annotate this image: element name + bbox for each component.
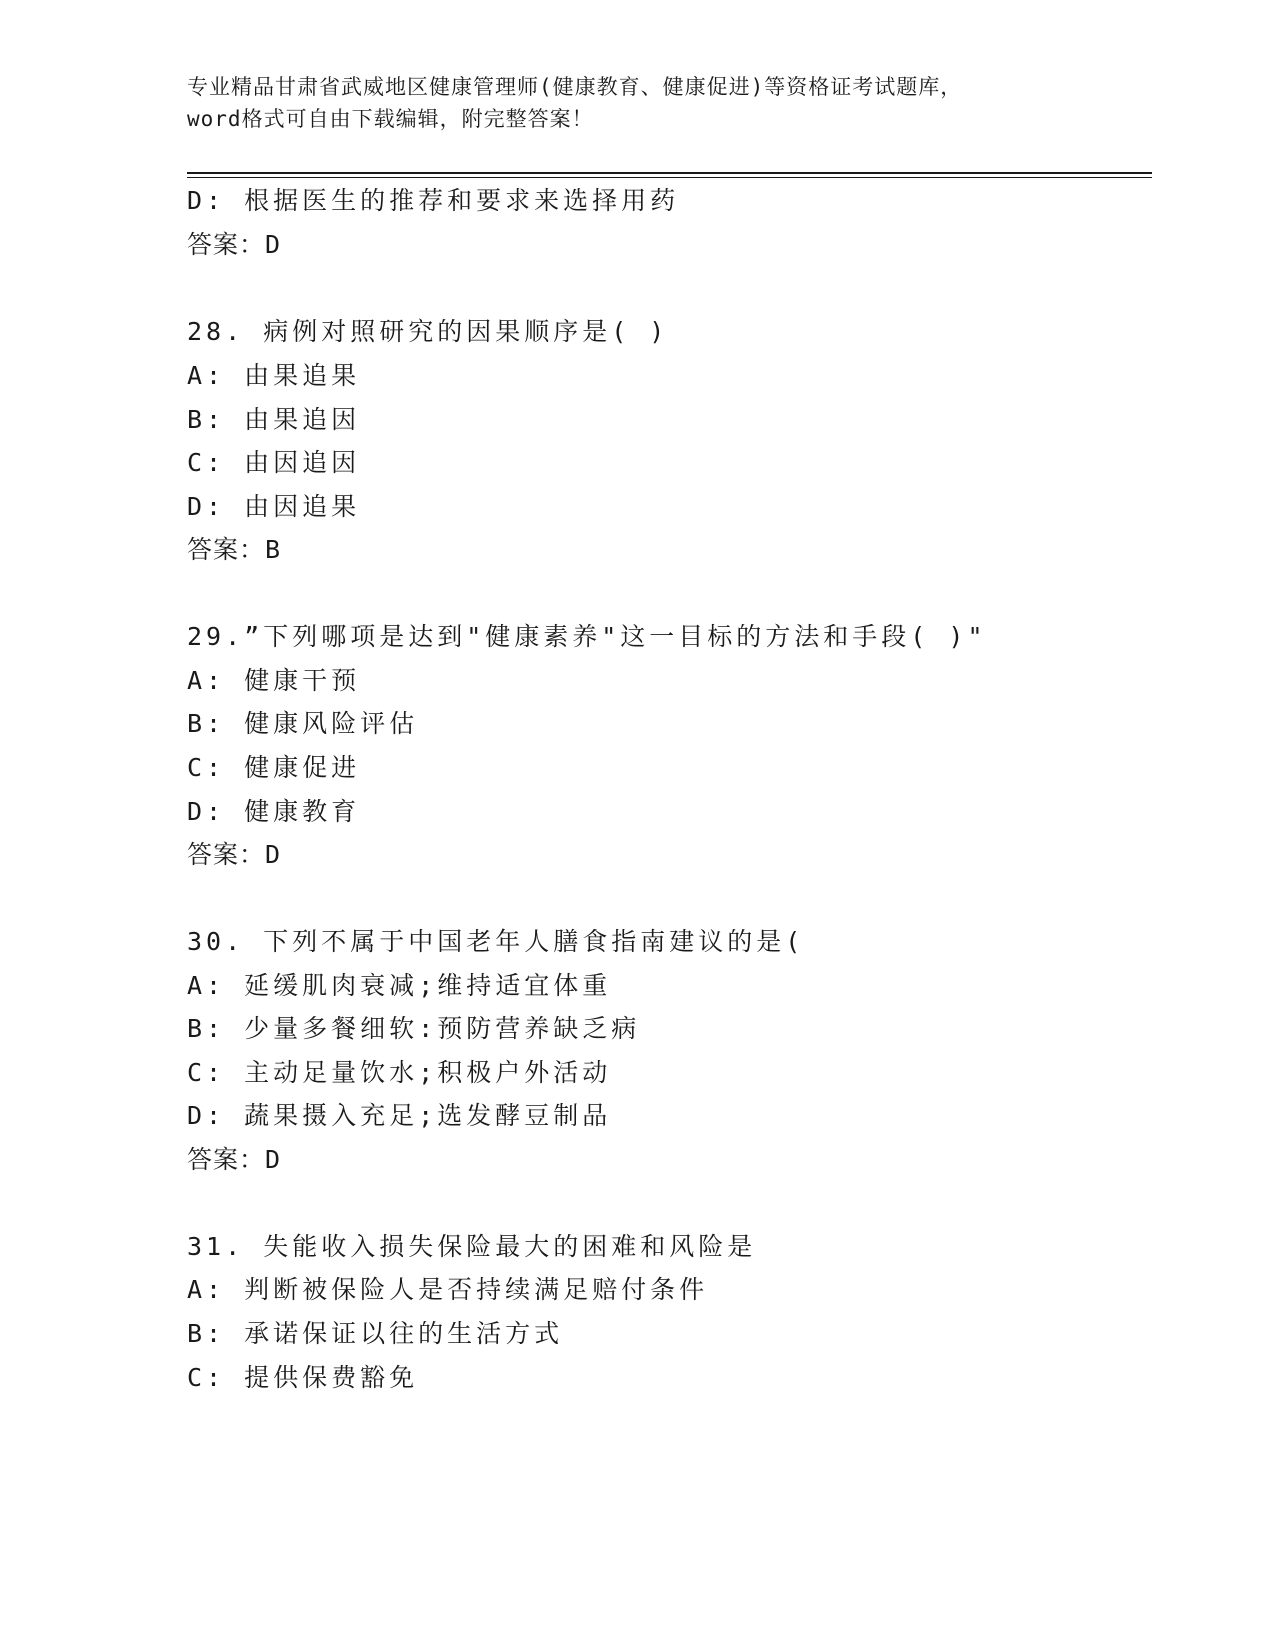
header-title-line-2: word格式可自由下载编辑，附完整答案！ <box>187 107 594 131</box>
prev-option-d: D: 根据医生的推荐和要求来选择用药 <box>187 186 680 215</box>
question-30-stem: 30. 下列不属于中国老年人膳食指南建议的是( <box>187 927 805 956</box>
question-29-option-d: D: 健康教育 <box>187 797 361 826</box>
prev-answer: 答案：D <box>187 230 282 259</box>
question-28-option-d: D: 由因追果 <box>187 492 361 521</box>
question-29-answer: 答案：D <box>187 840 282 869</box>
question-31-stem: 31. 失能收入损失保险最大的困难和风险是 <box>187 1232 757 1261</box>
question-29-stem: 29.”下列哪项是达到"健康素养"这一目标的方法和手段( )" <box>187 622 987 651</box>
question-31-option-c: C: 提供保费豁免 <box>187 1363 419 1392</box>
question-28-answer: 答案：B <box>187 535 282 564</box>
question-28-option-c: C: 由因追因 <box>187 448 361 477</box>
question-31-option-a: A: 判断被保险人是否持续满足赔付条件 <box>187 1275 709 1304</box>
header-rule-thin <box>187 177 1152 178</box>
question-30-option-b: B: 少量多餐细软:预防营养缺乏病 <box>187 1014 641 1043</box>
question-28-option-a: A: 由果追果 <box>187 361 361 390</box>
header-rule-thick <box>187 172 1152 174</box>
question-29-option-c: C: 健康促进 <box>187 753 361 782</box>
question-30-answer: 答案：D <box>187 1145 282 1174</box>
question-30-option-d: D: 蔬果摄入充足;选发酵豆制品 <box>187 1101 612 1130</box>
question-28-option-b: B: 由果追因 <box>187 405 361 434</box>
question-28-stem: 28. 病例对照研究的因果顺序是( ) <box>187 317 669 346</box>
question-30-option-a: A: 延缓肌肉衰减;维持适宜体重 <box>187 971 612 1000</box>
question-31-option-b: B: 承诺保证以往的生活方式 <box>187 1319 564 1348</box>
question-29-option-b: B: 健康风险评估 <box>187 709 419 738</box>
question-29-option-a: A: 健康干预 <box>187 666 361 695</box>
question-30-option-c: C: 主动足量饮水;积极户外活动 <box>187 1058 612 1087</box>
header-title-line-1: 专业精品甘肃省武威地区健康管理师(健康教育、健康促进)等资格证考试题库， <box>187 75 963 99</box>
